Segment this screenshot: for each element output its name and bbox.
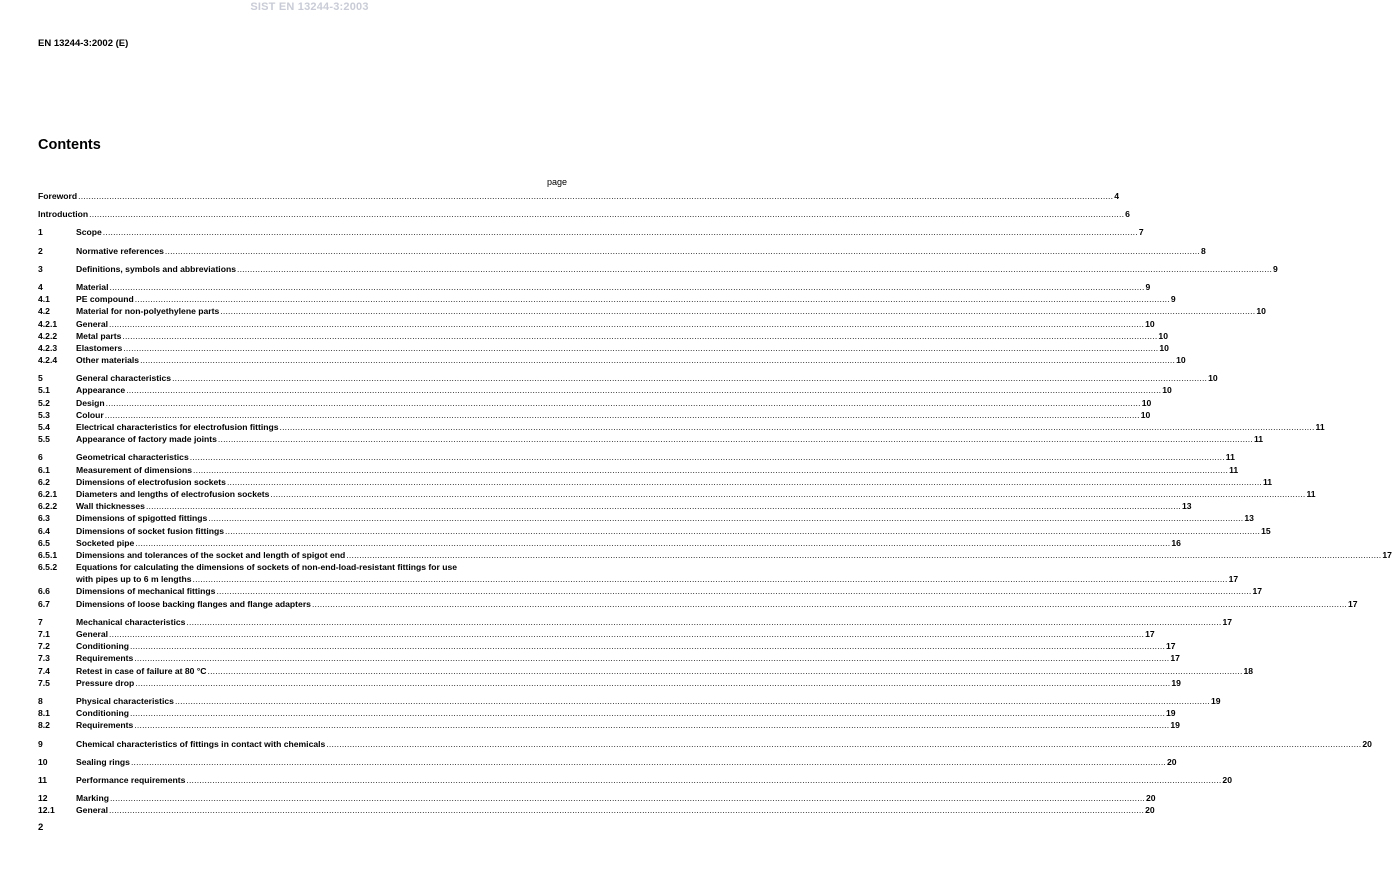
toc-entry-title: General xyxy=(76,805,109,816)
toc-entry-number: 4.1 xyxy=(38,294,50,305)
toc-entry-title: Dimensions of electrofusion sockets xyxy=(76,476,226,487)
toc-entry-number: 7.2 xyxy=(38,641,50,652)
toc-entry-title: Material xyxy=(76,281,109,292)
toc-entry-page: 11 xyxy=(1306,488,1316,499)
toc-entry-page: 16 xyxy=(1171,537,1181,548)
toc-entry-number: 7.3 xyxy=(38,653,50,664)
dot-leader: ................................................................................................................................................................................................................................................................................................................................................................................................................ xyxy=(220,306,1256,317)
toc-entry-number: 3 xyxy=(38,263,43,274)
toc-entry-page: 9 xyxy=(1170,294,1176,305)
toc-entry-page: 6 xyxy=(1125,209,1130,220)
toc-entry-number: 5.2 xyxy=(38,397,50,408)
toc-entry-title: Conditioning xyxy=(76,641,129,652)
toc-entry-page: 18 xyxy=(1243,665,1254,676)
dot-leader: ................................................................................................................................................................................................................................................................................................................................................................................................................ xyxy=(186,616,1222,627)
toc-entry-page: 10 xyxy=(1140,409,1151,420)
dot-leader: ................................................................................................................................................................................................................................................................................................................................................................................................................ xyxy=(145,501,1181,512)
toc-entry-number: 7.4 xyxy=(38,665,50,676)
toc-entry-number: 6.4 xyxy=(38,525,50,536)
toc-entry-number: 5.3 xyxy=(38,409,50,420)
toc-entry-title: Material for non-polyethylene parts xyxy=(76,306,220,317)
toc-entry-title: Normative references xyxy=(76,245,164,256)
toc-entry-page: 10 xyxy=(1256,306,1266,317)
toc-entry-number: 4.2 xyxy=(38,306,50,317)
toc-entry-title: Electrical characteristics for electrofusion fittings xyxy=(76,422,279,432)
toc-entry[interactable] xyxy=(38,756,1177,768)
toc-entry-page: 9 xyxy=(1273,263,1278,274)
toc-entry-title: Equations for calculating the dimensions of sockets of non-end-load-resistant fittings for use xyxy=(76,562,458,573)
toc-entry-title: Dimensions of socket fusion fittings xyxy=(76,525,225,536)
table-of-contents xyxy=(38,190,1392,816)
toc-entry-page: 7 xyxy=(1138,227,1144,238)
toc-entry-page: 11 xyxy=(1225,452,1235,463)
toc-entry[interactable] xyxy=(38,409,1151,421)
dot-leader: ................................................................................................................................................................................................................................................................................................................................................................................................................ xyxy=(186,774,1222,785)
toc-entry-title: Pressure drop xyxy=(76,677,135,688)
toc-entry-title: Marking xyxy=(76,793,109,804)
toc-entry-title: Dimensions and tolerances of the socket and length of spigot end xyxy=(76,549,346,560)
toc-entry[interactable] xyxy=(38,525,1271,537)
toc-entry-number: 2 xyxy=(38,245,43,256)
toc-entry-number: 12.1 xyxy=(38,805,55,816)
toc-entry-page: 20 xyxy=(1146,793,1156,804)
toc-entry[interactable] xyxy=(38,476,1273,488)
toc-entry-title: Elastomers xyxy=(76,342,123,353)
toc-entry-page: 19 xyxy=(1166,708,1176,719)
toc-entry-title: Scope xyxy=(76,227,102,238)
toc-entry[interactable] xyxy=(38,665,1254,677)
dot-leader: ................................................................................................................................................................................................................................................................................................................................................................................................................ xyxy=(346,549,1382,560)
toc-entry-title: General xyxy=(76,318,109,329)
toc-entry[interactable] xyxy=(38,263,1278,275)
toc-entry[interactable] xyxy=(38,792,1156,804)
toc-entry-title: PE compound xyxy=(76,294,134,305)
toc-entry-page: 17 xyxy=(1252,586,1263,597)
toc-entry-number: 12 xyxy=(38,793,48,804)
toc-entry-continuation[interactable] xyxy=(38,573,1239,585)
dot-leader: ................................................................................................................................................................................................................................................................................................................................................................................................................ xyxy=(189,452,1225,463)
toc-entry-title: Colour xyxy=(76,409,104,420)
toc-entry-number: 7.1 xyxy=(38,629,50,639)
toc-entry[interactable] xyxy=(38,293,1176,305)
toc-entry-title: Definitions, symbols and abbreviations xyxy=(76,263,236,274)
toc-entry[interactable] xyxy=(38,208,1130,220)
toc-entry[interactable] xyxy=(38,677,1181,689)
toc-entry-page: 10 xyxy=(1208,373,1218,384)
toc-entry[interactable] xyxy=(38,640,1176,652)
dot-leader: ................................................................................................................................................................................................................................................................................................................................................................................................................ xyxy=(122,330,1158,341)
toc-entry-number: 5 xyxy=(38,373,43,384)
dot-leader: ................................................................................................................................................................................................................................................................................................................................................................................................................ xyxy=(192,574,1228,585)
toc-entry[interactable] xyxy=(38,384,1172,396)
toc-entry-title: Sealing rings xyxy=(76,756,130,767)
toc-entry-title: Chemical characteristics of fittings in contact with chemicals xyxy=(76,738,326,749)
toc-entry-number: 5.5 xyxy=(38,434,50,445)
toc-entry-page: 10 xyxy=(1145,318,1155,329)
toc-entry-page: 13 xyxy=(1182,501,1192,512)
toc-entry-title: Metal parts xyxy=(76,330,122,341)
dot-leader: ................................................................................................................................................................................................................................................................................................................................................................................................................ xyxy=(109,793,1145,804)
page-column-label: page xyxy=(546,177,567,187)
toc-entry-page: 11 xyxy=(1263,476,1273,487)
dot-leader: ................................................................................................................................................................................................................................................................................................................................................................................................................ xyxy=(109,318,1145,329)
toc-entry[interactable] xyxy=(38,318,1155,330)
toc-entry-page: 19 xyxy=(1210,695,1221,706)
toc-entry[interactable] xyxy=(38,738,1372,750)
watermark-standard-id: SIST EN 13244-3:2003 xyxy=(250,1,369,13)
toc-entry-page: 19 xyxy=(1170,720,1180,731)
dot-leader: ................................................................................................................................................................................................................................................................................................................................................................................................................ xyxy=(208,513,1244,524)
toc-entry-page: 13 xyxy=(1244,513,1254,524)
document-id: EN 13244-3:2002 (E) xyxy=(38,38,129,49)
toc-entry[interactable] xyxy=(38,774,1232,786)
page-title: Contents xyxy=(38,137,101,153)
toc-entry-number: 4.2.4 xyxy=(38,355,58,366)
toc-entry-number: 4.2.1 xyxy=(38,318,58,329)
dot-leader: ................................................................................................................................................................................................................................................................................................................................................................................................................ xyxy=(102,227,1138,238)
toc-entry-number: 6.3 xyxy=(38,513,50,524)
dot-leader: ................................................................................................................................................................................................................................................................................................................................................................................................................ xyxy=(78,191,1114,201)
dot-leader: ................................................................................................................................................................................................................................................................................................................................................................................................................ xyxy=(105,397,1141,408)
toc-entry-number: 5.4 xyxy=(38,422,50,432)
toc-entry-title: Foreword xyxy=(38,191,78,201)
toc-entry-page: 17 xyxy=(1382,549,1392,560)
toc-entry-title: Requirements xyxy=(76,653,134,664)
toc-entry-number: 6.5 xyxy=(38,537,50,548)
toc-entry[interactable] xyxy=(38,804,1155,816)
toc-entry-number: 6.1 xyxy=(38,464,50,475)
toc-entry-page: 20 xyxy=(1145,805,1155,816)
toc-entry-page: 8 xyxy=(1200,245,1206,256)
toc-entry-number: 5.1 xyxy=(38,385,50,396)
toc-entry[interactable] xyxy=(38,488,1316,500)
toc-entry-title-continued: with pipes up to 6 m lengths xyxy=(76,574,192,585)
toc-entry-title: Measurement of dimensions xyxy=(76,464,193,475)
toc-entry-page: 17 xyxy=(1222,616,1232,627)
toc-entry[interactable] xyxy=(38,616,1232,628)
toc-entry-page: 17 xyxy=(1348,598,1358,609)
toc-entry-page: 10 xyxy=(1141,397,1152,408)
dot-leader: ................................................................................................................................................................................................................................................................................................................................................................................................................ xyxy=(164,245,1200,256)
toc-entry-page: 10 xyxy=(1162,385,1172,396)
toc-entry[interactable] xyxy=(38,245,1206,257)
toc-entry[interactable] xyxy=(38,598,1358,610)
toc-entry-page: 11 xyxy=(1315,422,1325,432)
toc-entry-title: Mechanical characteristics xyxy=(76,616,186,627)
toc-entry[interactable] xyxy=(38,652,1180,664)
toc-entry-number: 11 xyxy=(38,774,48,785)
toc-entry[interactable] xyxy=(38,354,1186,366)
toc-entry-number: 4 xyxy=(38,281,43,292)
toc-entry[interactable] xyxy=(38,500,1192,512)
toc-entry-page: 15 xyxy=(1261,525,1271,536)
toc-entry-number: 8.1 xyxy=(38,708,50,719)
toc-entry[interactable] xyxy=(38,549,1392,561)
page-number: 2 xyxy=(38,822,44,833)
toc-entry-page: 10 xyxy=(1159,342,1169,353)
toc-entry[interactable] xyxy=(38,719,1180,731)
toc-entry[interactable] xyxy=(38,451,1235,463)
toc-entry-title: Physical characteristics xyxy=(76,695,174,706)
toc-entry-title: Conditioning xyxy=(76,708,129,719)
toc-entry-number: 6.6 xyxy=(38,586,50,597)
dot-leader: ................................................................................................................................................................................................................................................................................................................................................................................................................ xyxy=(279,422,1315,432)
dot-leader: ................................................................................................................................................................................................................................................................................................................................................................................................................ xyxy=(104,409,1140,420)
dot-leader: ................................................................................................................................................................................................................................................................................................................................................................................................................ xyxy=(109,281,1145,292)
dot-leader: ................................................................................................................................................................................................................................................................................................................................................................................................................ xyxy=(311,598,1347,609)
toc-entry[interactable] xyxy=(38,226,1144,238)
toc-entry-title: Appearance xyxy=(76,385,126,396)
toc-entry-title: Other materials xyxy=(76,355,140,366)
dot-leader: ................................................................................................................................................................................................................................................................................................................................................................................................................ xyxy=(134,720,1170,731)
dot-leader: ................................................................................................................................................................................................................................................................................................................................................................................................................ xyxy=(89,209,1125,220)
toc-entry[interactable] xyxy=(38,342,1169,354)
toc-entry-page: 10 xyxy=(1176,355,1186,366)
dot-leader: ................................................................................................................................................................................................................................................................................................................................................................................................................ xyxy=(217,434,1253,445)
toc-entry-number: 1 xyxy=(38,227,43,238)
toc-entry-page: 9 xyxy=(1145,281,1151,292)
dot-leader: ................................................................................................................................................................................................................................................................................................................................................................................................................ xyxy=(270,488,1306,499)
toc-entry-title: Dimensions of mechanical fittings xyxy=(76,586,216,597)
toc-entry-number: 8.2 xyxy=(38,720,50,731)
toc-entry-page: 17 xyxy=(1145,629,1155,639)
toc-entry[interactable] xyxy=(38,707,1176,719)
toc-entry-page: 17 xyxy=(1166,641,1176,652)
dot-leader: ................................................................................................................................................................................................................................................................................................................................................................................................................ xyxy=(216,586,1252,597)
toc-entry-page: 4 xyxy=(1114,191,1119,201)
toc-entry-number: 6.7 xyxy=(38,598,50,609)
toc-entry-page: 19 xyxy=(1171,677,1181,688)
toc-entry-number: 4.2.2 xyxy=(38,330,58,341)
toc-entry-page: 20 xyxy=(1362,738,1372,749)
dot-leader: ................................................................................................................................................................................................................................................................................................................................................................................................................ xyxy=(135,677,1171,688)
dot-leader: ................................................................................................................................................................................................................................................................................................................................................................................................................ xyxy=(129,641,1166,652)
toc-entry-title: Dimensions of spigotted fittings xyxy=(76,513,208,524)
toc-entry[interactable] xyxy=(38,585,1263,597)
toc-entry-title: Introduction xyxy=(38,209,89,220)
toc-entry[interactable] xyxy=(38,372,1218,384)
toc-entry-title: Geometrical characteristics xyxy=(76,452,189,463)
toc-entry-page: 17 xyxy=(1228,574,1239,585)
dot-leader: ................................................................................................................................................................................................................................................................................................................................................................................................................ xyxy=(193,464,1229,475)
dot-leader: ................................................................................................................................................................................................................................................................................................................................................................................................................ xyxy=(109,805,1145,816)
toc-entry[interactable] xyxy=(38,628,1155,640)
dot-leader: ................................................................................................................................................................................................................................................................................................................................................................................................................ xyxy=(134,653,1170,664)
toc-entry[interactable] xyxy=(38,695,1221,707)
toc-entry-title: Dimensions of loose backing flanges and flange adapters xyxy=(76,598,311,609)
toc-entry[interactable] xyxy=(38,305,1266,317)
toc-entry-number: 6.2.1 xyxy=(38,488,58,499)
toc-entry[interactable] xyxy=(38,397,1152,409)
toc-entry-number: 6 xyxy=(38,452,43,463)
dot-leader: ................................................................................................................................................................................................................................................................................................................................................................................................................ xyxy=(207,665,1243,676)
toc-entry-title: General characteristics xyxy=(76,373,172,384)
dot-leader: ................................................................................................................................................................................................................................................................................................................................................................................................................ xyxy=(126,385,1162,396)
toc-entry[interactable] xyxy=(38,512,1254,524)
toc-entry-title: Wall thicknesses xyxy=(76,501,145,512)
toc-entry-number: 6.5.2 xyxy=(38,562,58,573)
toc-entry-page: 17 xyxy=(1170,653,1180,664)
toc-entry[interactable] xyxy=(38,433,1264,445)
toc-entry[interactable] xyxy=(38,561,568,573)
toc-entry-number: 7 xyxy=(38,616,43,627)
dot-leader: ................................................................................................................................................................................................................................................................................................................................................................................................................ xyxy=(225,525,1261,536)
dot-leader: ................................................................................................................................................................................................................................................................................................................................................................................................................ xyxy=(326,738,1362,749)
toc-entry-title: Retest in case of failure at 80 °C xyxy=(76,665,207,676)
toc-entry-page: 11 xyxy=(1253,434,1264,445)
toc-entry[interactable] xyxy=(38,421,1325,433)
toc-entry-number: 6.5.1 xyxy=(38,549,58,560)
dot-leader: ................................................................................................................................................................................................................................................................................................................................................................................................................ xyxy=(236,263,1273,274)
dot-leader: ................................................................................................................................................................................................................................................................................................................................................................................................................ xyxy=(129,708,1166,719)
toc-entry-page: 10 xyxy=(1158,330,1168,341)
dot-leader: ................................................................................................................................................................................................................................................................................................................................................................................................................ xyxy=(123,342,1159,353)
toc-entry-number: 6.2.2 xyxy=(38,501,58,512)
toc-entry-number: 8 xyxy=(38,695,43,706)
toc-entry[interactable] xyxy=(38,190,1119,202)
dot-leader: ................................................................................................................................................................................................................................................................................................................................................................................................................ xyxy=(109,629,1145,639)
dot-leader: ................................................................................................................................................................................................................................................................................................................................................................................................................ xyxy=(172,373,1208,384)
toc-entry-number: 9 xyxy=(38,738,43,749)
toc-entry-title: Diameters and lengths of electrofusion sockets xyxy=(76,488,270,499)
toc-entry[interactable] xyxy=(38,464,1239,476)
toc-entry-title: Performance requirements xyxy=(76,774,186,785)
dot-leader: ................................................................................................................................................................................................................................................................................................................................................................................................................ xyxy=(134,294,1170,305)
toc-entry-title: Socketed pipe xyxy=(76,537,135,548)
toc-entry-number: 4.2.3 xyxy=(38,342,58,353)
toc-entry[interactable] xyxy=(38,330,1168,342)
dot-leader: ................................................................................................................................................................................................................................................................................................................................................................................................................ xyxy=(140,355,1176,366)
toc-entry[interactable] xyxy=(38,281,1151,293)
dot-leader: ................................................................................................................................................................................................................................................................................................................................................................................................................ xyxy=(226,476,1262,487)
dot-leader: ................................................................................................................................................................................................................................................................................................................................................................................................................ xyxy=(130,756,1167,767)
toc-entry-title: General xyxy=(76,629,109,639)
toc-entry-number: 6.2 xyxy=(38,476,50,487)
toc-entry-page: 11 xyxy=(1229,464,1239,475)
toc-entry[interactable] xyxy=(38,537,1181,549)
dot-leader: ................................................................................................................................................................................................................................................................................................................................................................................................................ xyxy=(135,537,1171,548)
toc-entry-title: Appearance of factory made joints xyxy=(76,434,217,445)
toc-entry-title: Design xyxy=(76,397,105,408)
toc-entry-page: 20 xyxy=(1167,756,1177,767)
dot-leader: ................................................................................................................................................................................................................................................................................................................................................................................................................ xyxy=(174,695,1210,706)
toc-entry-number: 7.5 xyxy=(38,677,50,688)
toc-entry-title: Requirements xyxy=(76,720,134,731)
toc-entry-number: 10 xyxy=(38,756,48,767)
toc-entry-page: 20 xyxy=(1222,774,1232,785)
